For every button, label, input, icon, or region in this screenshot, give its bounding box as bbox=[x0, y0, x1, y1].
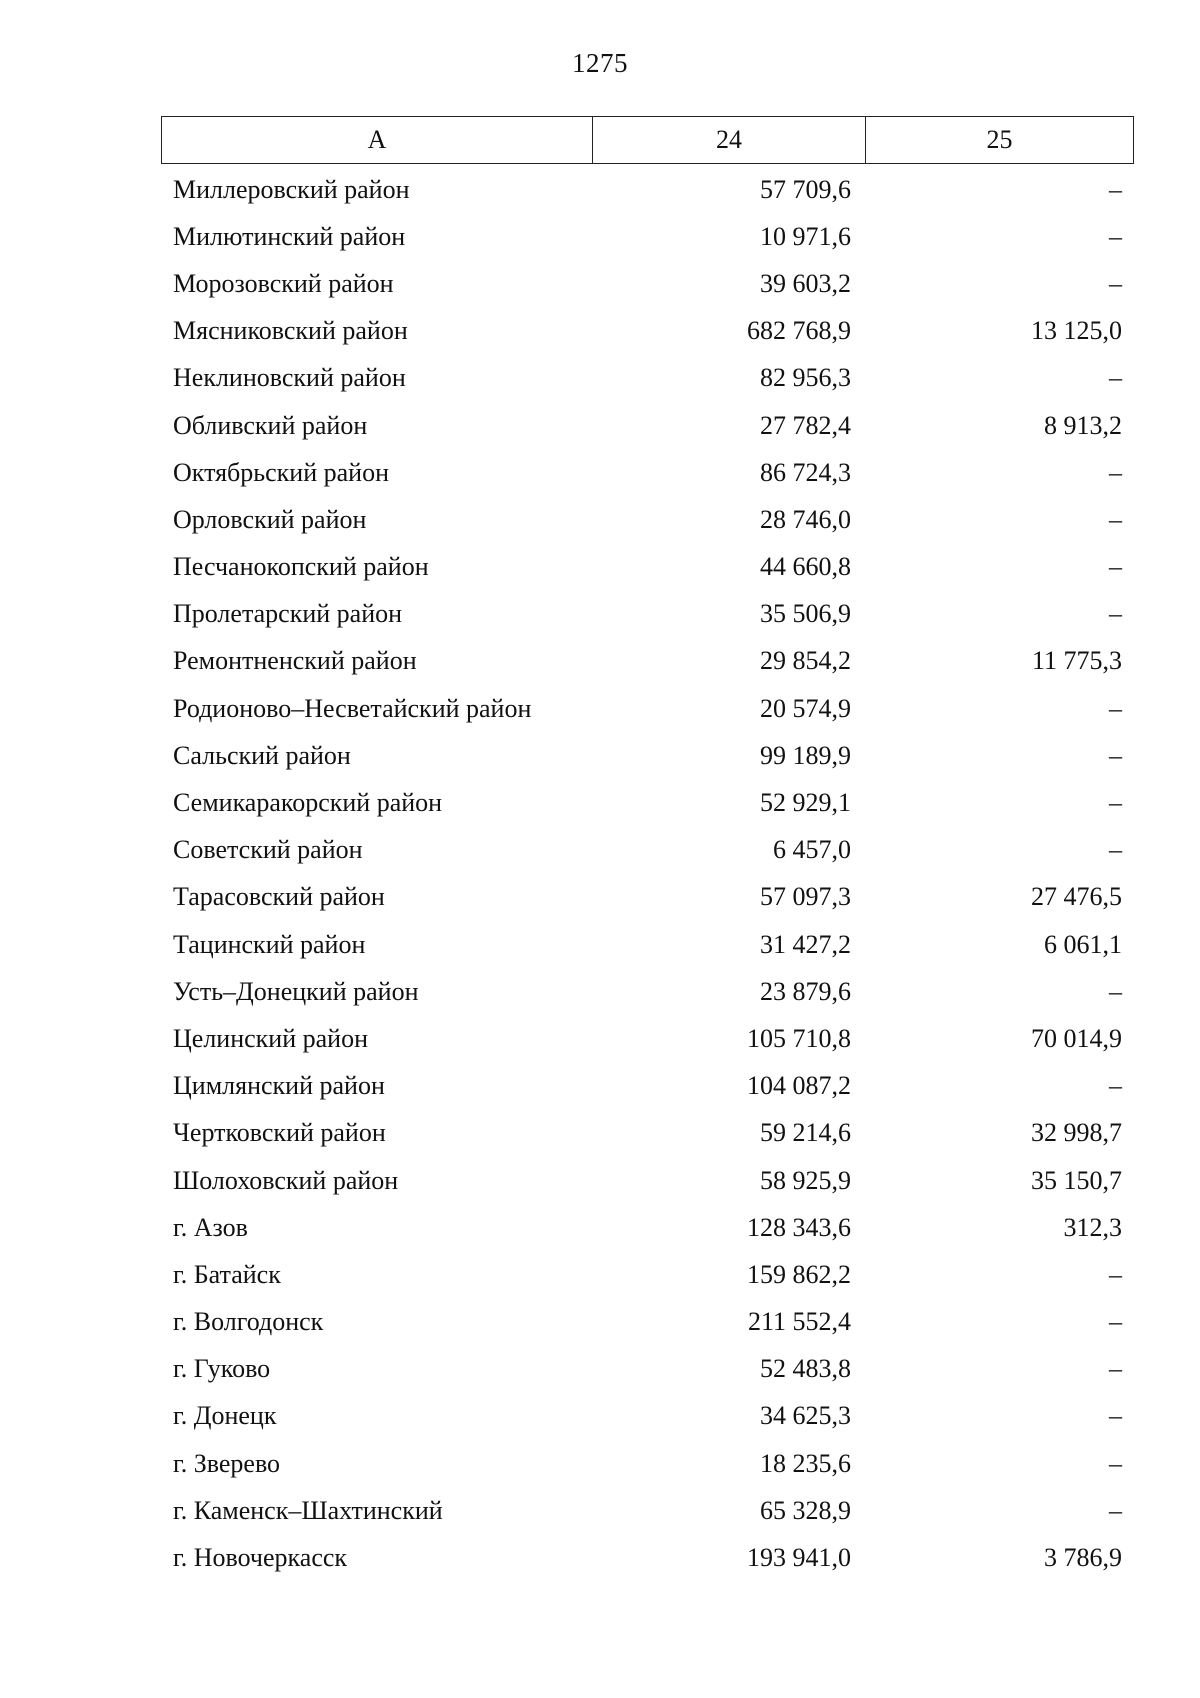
table-row bbox=[161, 638, 1134, 685]
table-row bbox=[161, 355, 1134, 402]
row-name: г. Новочеркасск bbox=[173, 1543, 348, 1573]
table-row bbox=[161, 496, 1134, 543]
row-value-24: 57 709,6 bbox=[760, 174, 851, 204]
row-name: Семикаракорский район bbox=[173, 788, 443, 818]
row-name: Обливский район bbox=[173, 410, 368, 440]
row-name: Милютинский район bbox=[173, 221, 406, 251]
row-value-25: 312,3 bbox=[1063, 1212, 1122, 1242]
row-value-25: – bbox=[1109, 1259, 1122, 1289]
row-name: Родионово–Несветайский район bbox=[173, 693, 532, 723]
row-value-24: 128 343,6 bbox=[747, 1212, 851, 1242]
row-value-25: 13 125,0 bbox=[1031, 316, 1122, 346]
table-row bbox=[161, 260, 1134, 307]
row-value-24: 10 971,6 bbox=[760, 221, 851, 251]
table-row bbox=[161, 1346, 1134, 1393]
row-value-25: – bbox=[1109, 1307, 1122, 1337]
table-row bbox=[161, 402, 1134, 449]
table-row bbox=[161, 685, 1134, 732]
table-row bbox=[161, 732, 1134, 779]
row-name: Чертковский район bbox=[173, 1118, 386, 1148]
row-name: Шолоховский район bbox=[173, 1165, 399, 1195]
header-col-a: А bbox=[162, 117, 593, 163]
table-row bbox=[161, 1299, 1134, 1346]
row-value-24: 211 552,4 bbox=[747, 1307, 851, 1337]
row-name: г. Донецк bbox=[173, 1401, 277, 1431]
row-value-24: 193 941,0 bbox=[747, 1543, 851, 1573]
table-row bbox=[161, 1393, 1134, 1440]
row-name: Целинский район bbox=[173, 1023, 368, 1053]
row-name: г. Каменск–Шахтинский bbox=[173, 1495, 443, 1525]
table-row bbox=[161, 1487, 1134, 1534]
row-value-24: 52 929,1 bbox=[760, 788, 851, 818]
page-number: 1275 bbox=[572, 48, 628, 78]
row-name: Песчанокопский район bbox=[173, 552, 429, 582]
table-row bbox=[161, 166, 1134, 213]
table-row bbox=[161, 449, 1134, 496]
row-name: Мясниковский район bbox=[173, 316, 408, 346]
table-row bbox=[161, 544, 1134, 591]
table-row bbox=[161, 308, 1134, 355]
header-col-24: 24 bbox=[593, 117, 866, 163]
row-value-25: 8 913,2 bbox=[1044, 410, 1122, 440]
row-value-24: 29 854,2 bbox=[760, 646, 851, 676]
table-row bbox=[161, 1157, 1134, 1204]
row-value-25: 35 150,7 bbox=[1031, 1165, 1122, 1195]
row-name: г. Батайск bbox=[173, 1259, 281, 1289]
row-name: Советский район bbox=[173, 835, 363, 865]
row-name: г. Азов bbox=[173, 1212, 248, 1242]
row-name: Усть–Донецкий район bbox=[173, 976, 419, 1006]
table-row bbox=[161, 1110, 1134, 1157]
row-value-25: – bbox=[1109, 835, 1122, 865]
row-value-24: 28 746,0 bbox=[760, 504, 851, 534]
row-value-24: 104 087,2 bbox=[747, 1071, 851, 1101]
row-name: Неклиновский район bbox=[173, 363, 406, 393]
data-table bbox=[161, 116, 1134, 1582]
table-row bbox=[161, 213, 1134, 260]
row-name: Орловский район bbox=[173, 504, 367, 534]
row-value-24: 82 956,3 bbox=[760, 363, 851, 393]
row-name: Пролетарский район bbox=[173, 599, 403, 629]
table-body bbox=[161, 166, 1134, 1582]
row-value-24: 86 724,3 bbox=[760, 457, 851, 487]
row-value-24: 31 427,2 bbox=[760, 929, 851, 959]
row-value-24: 682 768,9 bbox=[747, 316, 851, 346]
table-header bbox=[161, 116, 1134, 164]
row-value-25: 6 061,1 bbox=[1044, 929, 1122, 959]
row-name: Морозовский район bbox=[173, 268, 394, 298]
table-row bbox=[161, 1204, 1134, 1251]
row-value-25: – bbox=[1109, 599, 1122, 629]
row-value-25: – bbox=[1109, 221, 1122, 251]
row-value-25: – bbox=[1109, 268, 1122, 298]
row-name: Ремонтненский район bbox=[173, 646, 417, 676]
table-row bbox=[161, 1440, 1134, 1487]
table-row bbox=[161, 1015, 1134, 1062]
row-value-24: 18 235,6 bbox=[760, 1448, 851, 1478]
row-value-24: 58 925,9 bbox=[760, 1165, 851, 1195]
table-row bbox=[161, 779, 1134, 826]
row-value-25: – bbox=[1109, 976, 1122, 1006]
row-value-25: – bbox=[1109, 788, 1122, 818]
table-row bbox=[161, 874, 1134, 921]
row-name: Цимлянский район bbox=[173, 1071, 385, 1101]
row-value-24: 105 710,8 bbox=[747, 1023, 851, 1053]
table-row bbox=[161, 1251, 1134, 1298]
row-value-25: 70 014,9 bbox=[1031, 1023, 1122, 1053]
row-value-25: – bbox=[1109, 1354, 1122, 1384]
row-value-25: – bbox=[1109, 1071, 1122, 1101]
row-value-24: 44 660,8 bbox=[760, 552, 851, 582]
row-value-24: 52 483,8 bbox=[760, 1354, 851, 1384]
row-name: г. Гуково bbox=[173, 1354, 271, 1384]
row-value-24: 20 574,9 bbox=[760, 693, 851, 723]
table-row bbox=[161, 1534, 1134, 1581]
row-value-24: 27 782,4 bbox=[760, 410, 851, 440]
row-value-24: 23 879,6 bbox=[760, 976, 851, 1006]
row-value-25: – bbox=[1109, 363, 1122, 393]
table-row bbox=[161, 591, 1134, 638]
row-value-25: – bbox=[1109, 457, 1122, 487]
table-row bbox=[161, 1063, 1134, 1110]
row-value-24: 35 506,9 bbox=[760, 599, 851, 629]
row-value-25: – bbox=[1109, 504, 1122, 534]
row-value-25: – bbox=[1109, 1448, 1122, 1478]
row-value-25: 11 775,3 bbox=[1031, 646, 1122, 676]
row-name: Миллеровский район bbox=[173, 174, 410, 204]
table-row bbox=[161, 921, 1134, 968]
row-value-25: 32 998,7 bbox=[1031, 1118, 1122, 1148]
row-value-24: 39 603,2 bbox=[760, 268, 851, 298]
row-name: Сальский район bbox=[173, 740, 351, 770]
row-value-25: – bbox=[1109, 174, 1122, 204]
row-value-25: – bbox=[1109, 1495, 1122, 1525]
row-value-24: 159 862,2 bbox=[747, 1259, 851, 1289]
row-value-25: – bbox=[1109, 740, 1122, 770]
header-col-25: 25 bbox=[986, 125, 1013, 154]
row-value-25: 27 476,5 bbox=[1031, 882, 1122, 912]
row-value-24: 6 457,0 bbox=[773, 835, 851, 865]
row-name: Тацинский район bbox=[173, 929, 366, 959]
row-value-25: – bbox=[1109, 693, 1122, 723]
table-row bbox=[161, 968, 1134, 1015]
row-value-24: 65 328,9 bbox=[760, 1495, 851, 1525]
row-name: Тарасовский район bbox=[173, 882, 385, 912]
row-value-24: 99 189,9 bbox=[760, 740, 851, 770]
table-row bbox=[161, 827, 1134, 874]
row-name: Октябрьский район bbox=[173, 457, 389, 487]
row-value-24: 34 625,3 bbox=[760, 1401, 851, 1431]
row-value-24: 59 214,6 bbox=[760, 1118, 851, 1148]
row-name: г. Волгодонск bbox=[173, 1307, 324, 1337]
row-value-25: 3 786,9 bbox=[1044, 1543, 1122, 1573]
row-name: г. Зверево bbox=[173, 1448, 281, 1478]
row-value-24: 57 097,3 bbox=[760, 882, 851, 912]
row-value-25: – bbox=[1109, 1401, 1122, 1431]
row-value-25: – bbox=[1109, 552, 1122, 582]
